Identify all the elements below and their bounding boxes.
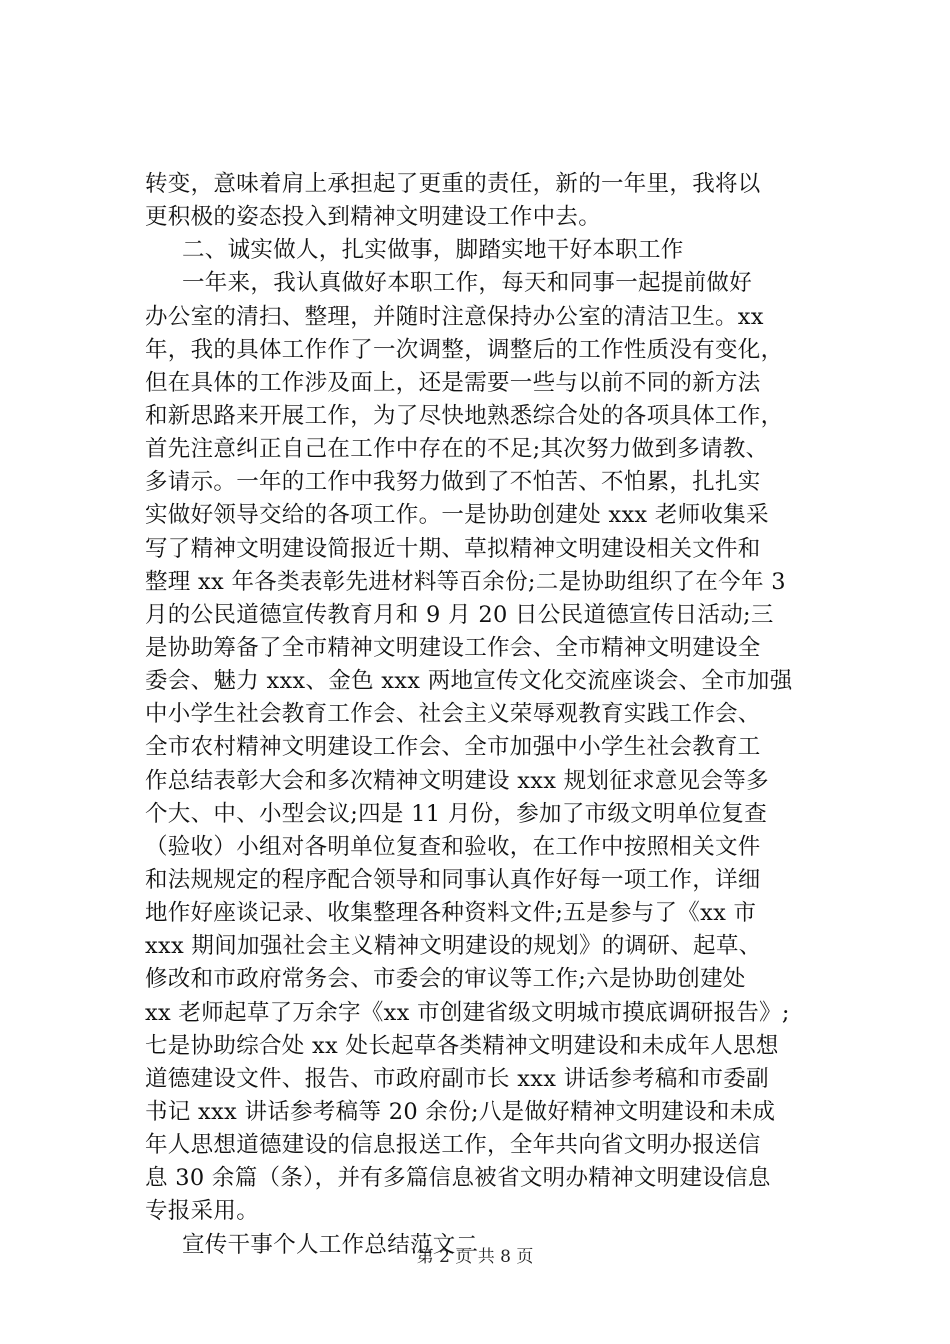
- document-body: [145, 168, 805, 1262]
- text-line: 办公室的清扫、整理，并随时注意保持办公室的清洁卫生。xx: [145, 303, 764, 330]
- text-line: 首先注意纠正自己在工作中存在的不足;其次努力做到多请教、: [145, 436, 769, 463]
- text-line: 转变，意味着肩上承担起了更重的责任，新的一年里，我将以: [145, 171, 761, 197]
- text-line: 二、诚实做人，扎实做事，脚踏实地干好本职工作: [182, 237, 684, 264]
- text-line: 息 30 余篇（条），并有多篇信息被省文明办精神文明建设信息: [145, 1165, 771, 1192]
- text-line: 个大、中、小型会议;四是 11 月份，参加了市级文明单位复查: [145, 800, 768, 827]
- text-line: 全市农村精神文明建设工作会、全市加强中小学生社会教育工: [145, 734, 761, 761]
- text-line: xxx 期间加强社会主义精神文明建设的规划》的调研、起草、: [145, 933, 762, 960]
- text-line: 书记 xxx 讲话参考稿等 20 余份;八是做好精神文明建设和未成: [145, 1098, 776, 1125]
- text-line: 一年来，我认真做好本职工作，每天和同事一起提前做好: [182, 270, 753, 297]
- text-line: （验收）小组对各明单位复查和验收，在工作中按照相关文件: [145, 833, 761, 860]
- text-line: 专报采用。: [145, 1198, 260, 1225]
- text-line: 道德建设文件、报告、市政府副市长 xxx 讲话参考稿和市委副: [145, 1065, 769, 1092]
- text-line: 委会、魅力 xxx、金色 xxx 两地宣传文化交流座谈会、全市加强: [145, 668, 793, 695]
- text-line: 年人思想道德建设的信息报送工作，全年共向省文明办报送信: [145, 1132, 761, 1159]
- text-line: 中小学生社会教育工作会、社会主义荣辱观教育实践工作会、: [145, 701, 761, 728]
- text-line: 实做好领导交给的各项工作。一是协助创建处 xxx 老师收集采: [145, 502, 769, 529]
- text-line: 七是协助综合处 xx 处长起草各类精神文明建设和未成年人思想: [145, 1032, 779, 1059]
- text-line: 但在具体的工作涉及面上，还是需要一些与以前不同的新方法: [145, 369, 761, 396]
- text-line: xx 老师起草了万余字《xx 市创建省级文明城市摸底调研报告》;: [145, 999, 790, 1026]
- text-line: 月的公民道德宣传教育月和 9 月 20 日公民道德宣传日活动;三: [145, 601, 774, 628]
- text-line: 宣传干事个人工作总结范文二: [182, 1231, 479, 1258]
- text-line: 修改和市政府常务会、市委会的审议等工作;六是协助创建处: [145, 966, 746, 993]
- text-line: 多请示。一年的工作中我努力做到了不怕苦、不怕累，扎扎实: [145, 469, 761, 496]
- text-line: 年，我的具体工作作了一次调整，调整后的工作性质没有变化，: [145, 336, 784, 363]
- text-line: 整理 xx 年各类表彰先进材料等百余份;二是协助组织了在今年 3: [145, 568, 786, 595]
- text-line: 地作好座谈记录、收集整理各种资料文件;五是参与了《xx 市: [145, 900, 757, 927]
- page-footer: 第 2 页 共 8 页: [416, 1247, 534, 1267]
- text-line: 写了精神文明建设简报近十期、草拟精神文明建设相关文件和: [145, 535, 761, 562]
- text-line: 和新思路来开展工作，为了尽快地熟悉综合处的各项具体工作，: [145, 402, 784, 429]
- text-line: 作总结表彰大会和多次精神文明建设 xxx 规划征求意见会等多: [145, 767, 769, 794]
- text-line: 和法规规定的程序配合领导和同事认真作好每一项工作，详细: [145, 866, 761, 893]
- text-line: 更积极的姿态投入到精神文明建设工作中去。: [145, 204, 602, 231]
- text-line: 是协助筹备了全市精神文明建设工作会、全市精神文明建设全: [145, 634, 761, 661]
